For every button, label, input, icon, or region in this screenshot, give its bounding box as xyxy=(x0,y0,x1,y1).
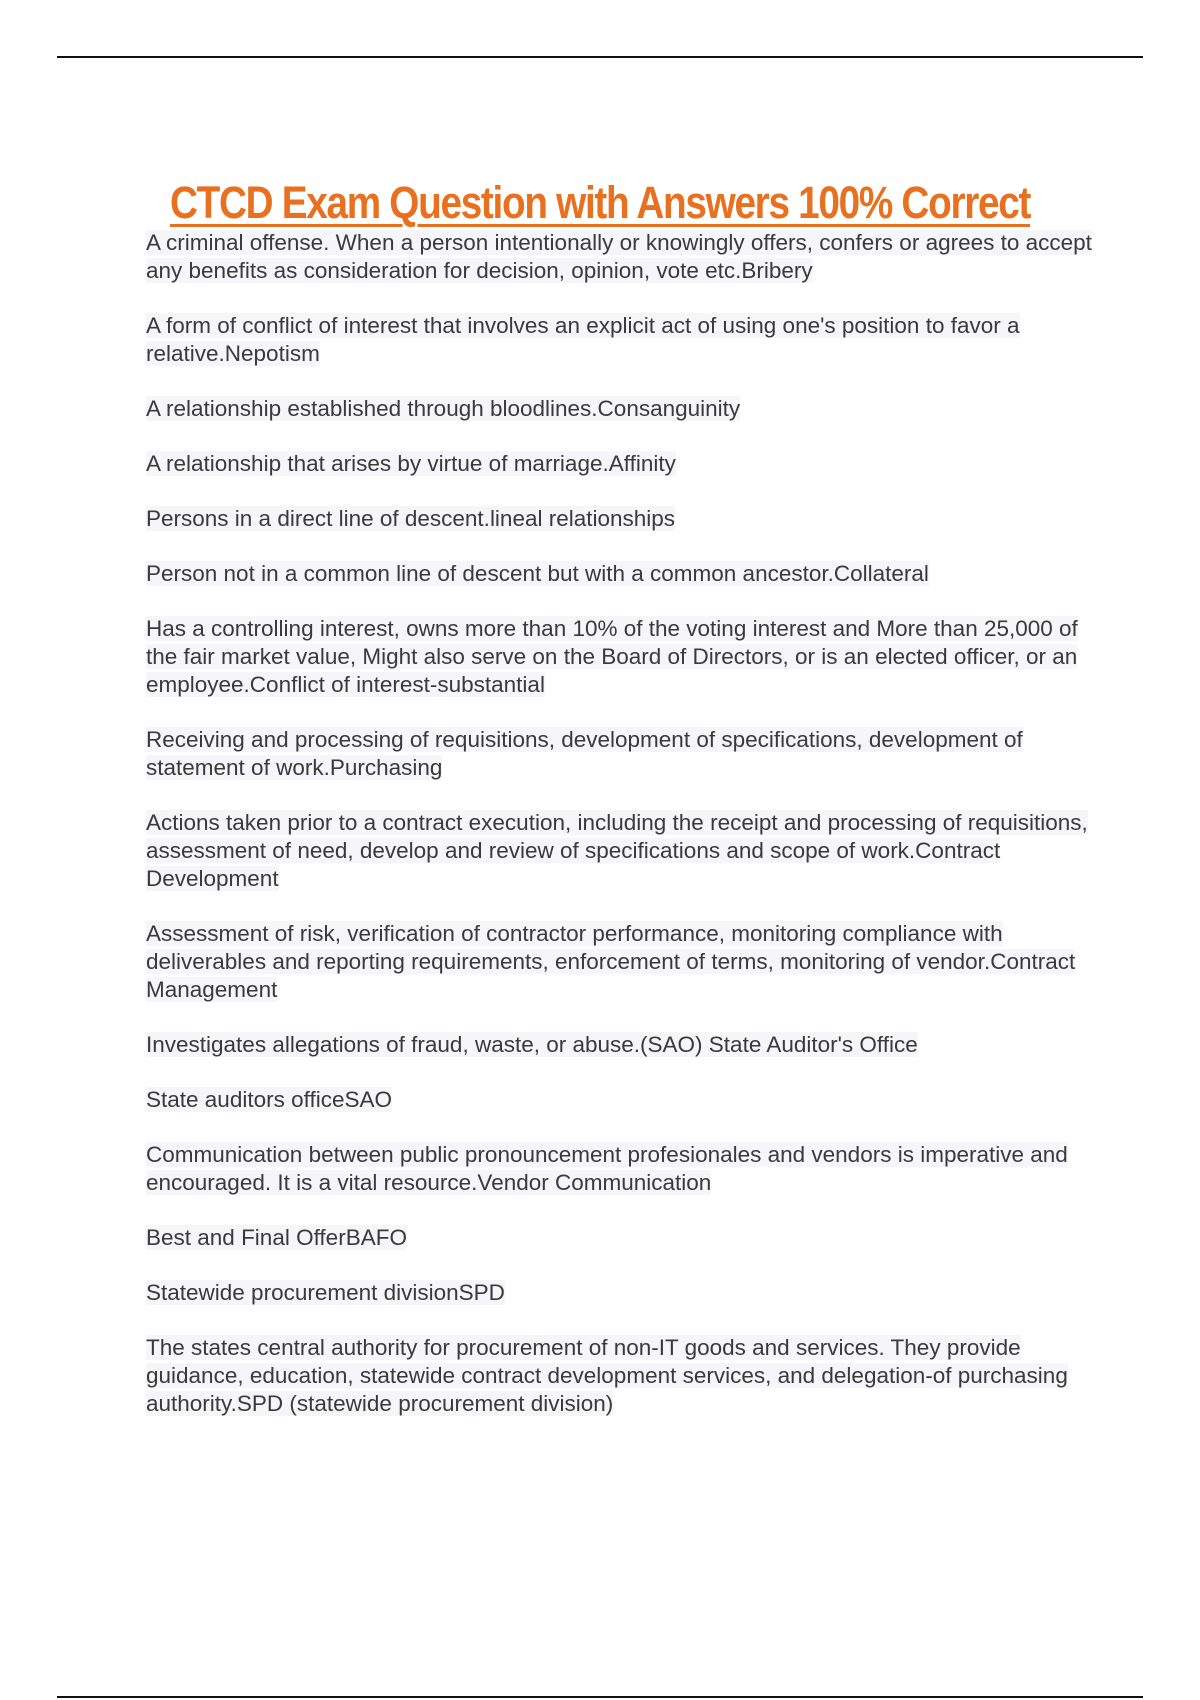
qa-item-text: Statewide procurement divisionSPD xyxy=(146,1280,505,1305)
qa-item xyxy=(146,1031,1106,1059)
qa-item xyxy=(146,726,1106,782)
qa-item xyxy=(146,505,1106,533)
qa-item-text: The states central authority for procurement of non-IT goods and services. They provide guidance, education, statewide contract development services, and delegation-of purchasing authority.SPD (statewide procurement division) xyxy=(146,1335,1068,1416)
qa-item xyxy=(146,1334,1106,1418)
top-rule xyxy=(57,56,1143,58)
qa-item-text: A form of conflict of interest that involves an explicit act of using one's position to favor a relative.Nepotism xyxy=(146,313,1020,366)
qa-item xyxy=(146,920,1106,1004)
qa-item xyxy=(146,1086,1106,1114)
qa-item-text: Persons in a direct line of descent.lineal relationships xyxy=(146,506,676,531)
document-title: CTCD Exam Question with Answers 100% Correct xyxy=(169,177,1031,229)
qa-item-text: Person not in a common line of descent but with a common ancestor.Collateral xyxy=(146,561,929,586)
qa-item xyxy=(146,615,1106,699)
qa-item xyxy=(146,395,1106,423)
qa-item xyxy=(146,1224,1106,1252)
bottom-rule xyxy=(57,1696,1143,1698)
qa-item xyxy=(146,450,1106,478)
qa-item-text: Has a controlling interest, owns more than 10% of the voting interest and More than 25,000 of the fair market value, Might also serve on the Board of Directors, or is an elected officer, or an employee.Conflict of interest-substantial xyxy=(146,616,1078,697)
qa-item-text: Investigates allegations of fraud, waste, or abuse.(SAO) State Auditor's Office xyxy=(146,1032,918,1057)
qa-item-text: Best and Final OfferBAFO xyxy=(146,1225,407,1250)
qa-list xyxy=(146,229,1106,1445)
qa-item-text: Receiving and processing of requisitions, development of specifications, development of statement of work.Purchasing xyxy=(146,727,1023,780)
qa-item-text: A relationship that arises by virtue of marriage.Affinity xyxy=(146,451,676,476)
qa-item xyxy=(146,560,1106,588)
qa-item xyxy=(146,229,1106,285)
qa-item xyxy=(146,1141,1106,1197)
qa-item xyxy=(146,809,1106,893)
qa-item-text: Assessment of risk, verification of contractor performance, monitoring compliance with deliverables and reporting requirements, enforcement of terms, monitoring of vendor.Contract Management xyxy=(146,921,1076,1002)
qa-item-text: State auditors officeSAO xyxy=(146,1087,392,1112)
qa-item xyxy=(146,1279,1106,1307)
qa-item-text: Actions taken prior to a contract execution, including the receipt and processing of requisitions, assessment of need, develop and review of specifications and scope of work.Contract Development xyxy=(146,810,1088,891)
qa-item xyxy=(146,312,1106,368)
qa-item-text: A criminal offense. When a person intentionally or knowingly offers, confers or agrees to accept any benefits as consideration for decision, opinion, vote etc.Bribery xyxy=(146,230,1092,283)
qa-item-text: Communication between public pronouncement profesionales and vendors is imperative and encouraged. It is a vital resource.Vendor Communication xyxy=(146,1142,1068,1195)
qa-item-text: A relationship established through bloodlines.Consanguinity xyxy=(146,396,741,421)
